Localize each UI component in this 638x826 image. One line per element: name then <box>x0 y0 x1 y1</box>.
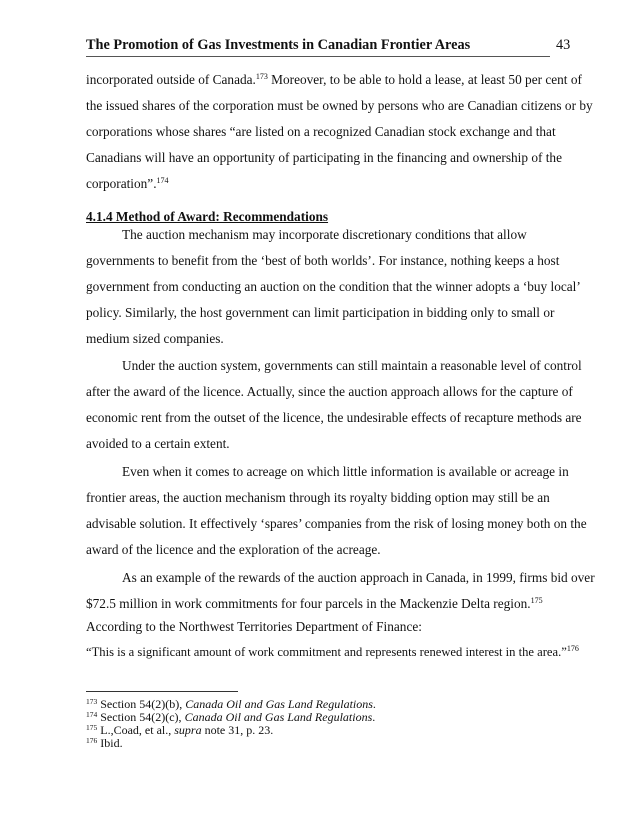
header-rule <box>86 56 550 57</box>
footnote-ref-173[interactable]: 173 <box>255 72 268 81</box>
footnote-ref-175[interactable]: 175 <box>530 596 543 605</box>
footnote-173: $^{173}$ Section 54(2)(b), Canada Oil and Gas Land Regulations. <box>86 697 376 711</box>
footnote-174: $^{174}$ Section 54(2)(c), Canada Oil and Gas Land Regulations. <box>86 710 376 724</box>
para1-line5: corporation”.$^{174}$ <box>86 176 169 191</box>
footnote-175: $^{175}$ L.,Coad, et al., supra note 31, p. 23. <box>86 723 274 737</box>
footnote-ref-176[interactable]: 176 <box>566 644 579 653</box>
para5-line1: As an example of the rewards of the auction approach in Canada, in 1999, firms bid over <box>122 570 595 585</box>
section-heading: 4.1.4 Method of Award: Recommendations <box>86 209 329 224</box>
para2-line4: policy. Similarly, the host government can limit participation in bidding only to small or <box>86 305 555 320</box>
para1-line1: incorporated outside of Canada.$^{173}$ Moreover, to be able to hold a lease, at least 50 per cent of <box>86 72 582 87</box>
para2-line1: The auction mechanism may incorporate discretionary conditions that allow <box>122 227 527 242</box>
para1-line3: corporations whose shares “are listed on a recognized Canadian stock exchange and that <box>86 124 556 139</box>
footnote-176: $^{176}$ Ibid. <box>86 736 123 750</box>
para2-line2: governments to benefit from the ‘best of both worlds’. For instance, nothing keeps a host <box>86 253 560 268</box>
para2-line5: medium sized companies. <box>86 331 224 346</box>
footnote-separator <box>86 691 238 692</box>
para5-line2: $72.5 million in work commitments for four parcels in the Mackenzie Delta region.$^{175}$ <box>86 596 543 611</box>
para3-line2: after the award of the licence. Actually, since the auction approach allows for the capture of <box>86 384 573 399</box>
para2-line3: government from conducting an auction on the condition that the winner adopts a ‘buy local’ <box>86 279 581 294</box>
para1-line2: the issued shares of the corporation must be owned by persons who are Canadian citizens or by <box>86 98 593 113</box>
quote-line: “This is a significant amount of work commitment and represents renewed interest in the area.”$^{176}$ <box>86 644 579 659</box>
header-title: The Promotion of Gas Investments in Canadian Frontier Areas <box>86 37 471 53</box>
para3-line3: economic rent from the outset of the licence, the undesirable effects of recapture methods are <box>86 410 582 425</box>
para3-line1: Under the auction system, governments can still maintain a reasonable level of control <box>122 358 582 373</box>
para4-line4: award of the licence and the exploration of the acreage. <box>86 542 381 557</box>
para1-line4: Canadians will have an opportunity of participating in the financing and ownership of the <box>86 150 562 165</box>
footnote-ref-174[interactable]: 174 <box>156 176 169 185</box>
para4-line2: frontier areas, the auction mechanism through its royalty bidding option may still be an <box>86 490 550 505</box>
para4-line3: advisable solution. It effectively ‘spares’ companies from the risk of losing money both on the <box>86 516 587 531</box>
para3-line4: avoided to a certain extent. <box>86 436 230 451</box>
para5-line3: According to the Northwest Territories Department of Finance: <box>86 619 422 634</box>
page-number: 43 <box>556 37 571 53</box>
para4-line1: Even when it comes to acreage on which little information is available or acreage in <box>122 464 569 479</box>
